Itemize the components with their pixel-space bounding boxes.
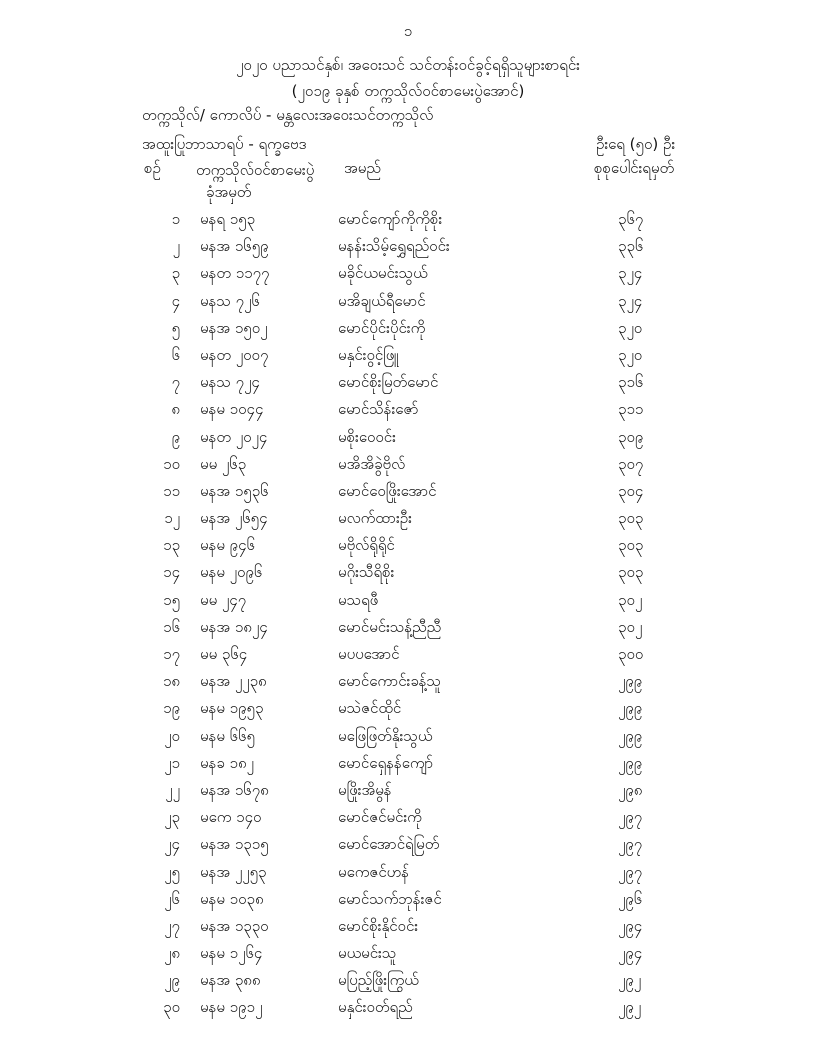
- table-row: [0, 725, 816, 752]
- row-serial: ၁၁: [163, 481, 180, 500]
- table-row: [0, 290, 816, 317]
- row-name: မနှင်းဝွင့်ဖြူ: [338, 345, 399, 364]
- table-row: [0, 969, 816, 996]
- row-serial: ၇: [171, 373, 180, 392]
- row-serial: ၂၅: [164, 862, 180, 881]
- row-roll-number: မမ ၂၄၇: [200, 590, 247, 609]
- table-row: [0, 561, 816, 588]
- row-name: မောင်အောင်ရဲမြတ်: [338, 835, 440, 854]
- row-serial: ၂၇: [164, 916, 180, 935]
- table-row: [0, 779, 816, 806]
- row-roll-number: မနအ ၂၂၃၈: [200, 672, 267, 691]
- document-subtitle: (၂၀၁၉ ခုနှစ် တက္ကသိုလ်ဝင်စာမေးပွဲအောင်): [291, 82, 525, 100]
- row-serial: ၁: [171, 210, 180, 228]
- table-row: [0, 942, 816, 969]
- table-row: [0, 317, 816, 344]
- row-name: မနှင်းဝတ်ရည်: [338, 998, 413, 1017]
- row-name: မောင်ကျော်ကိုကိုစိုး: [338, 210, 443, 228]
- table-row: [0, 262, 816, 289]
- header-roll-number: [196, 159, 314, 203]
- row-name: မပပအောင်: [338, 645, 400, 663]
- header-serial: စဉ်: [144, 159, 161, 177]
- table-row: [0, 371, 816, 398]
- row-serial: ၁၇: [163, 645, 180, 663]
- total-count: ဦးရေ (၅၀) ဦး: [596, 135, 676, 153]
- row-roll-number: မနသ ၇၂၆: [200, 291, 260, 310]
- row-marks: ၃၀၂: [618, 590, 643, 609]
- row-name: မဖြိုးအိမွန်: [338, 780, 392, 799]
- row-roll-number: မနမ ၁၉၁၂: [200, 998, 263, 1017]
- row-roll-number: မနတ ၂၀၀၇: [200, 345, 269, 364]
- row-marks: ၂၉၂: [618, 971, 642, 990]
- row-roll-number: မမ ၂၆၃: [200, 454, 247, 473]
- row-serial: ၁၀: [163, 454, 180, 473]
- row-serial: ၂၄: [164, 835, 180, 854]
- row-marks: ၂၉၄: [618, 916, 643, 935]
- row-name: မောင်ပိုင်းပိုင်းကို: [338, 318, 426, 337]
- row-roll-number: မနတ ၂၀၂၄: [200, 427, 268, 446]
- row-name: မလက်ထားဦး: [338, 509, 412, 528]
- table-row: [0, 643, 816, 670]
- row-marks: ၂၉၂: [618, 998, 642, 1017]
- row-serial: ၂၂: [165, 780, 180, 799]
- row-serial: ၂၃: [164, 808, 180, 827]
- row-marks: ၂၉၄: [618, 944, 643, 963]
- row-serial: ၂၀: [164, 726, 180, 745]
- row-name: မကေဇင်ဟန်: [338, 862, 410, 881]
- header-total-marks: စုစုပေါင်းရမှတ်: [594, 159, 675, 177]
- row-name: မဖြေဖြတ်နိုးသွယ်: [338, 726, 433, 745]
- row-name: မအိအိခွဲဗိုလ်: [338, 454, 406, 473]
- page-number: ၁: [403, 22, 413, 40]
- row-marks: ၃၃၆: [618, 237, 644, 256]
- row-name: မောင်သက်ဘုန်းဇင်: [338, 889, 442, 908]
- row-name: မအိချယ်ရီမောင်: [338, 291, 426, 310]
- table-row: [0, 589, 816, 616]
- row-roll-number: မနအ ၂၆၅၄: [200, 509, 268, 528]
- row-marks: ၂၉၆: [618, 889, 643, 908]
- table-row: [0, 534, 816, 561]
- row-roll-number: မနတ ၁၁၇၇: [200, 264, 270, 283]
- row-roll-number: မနမ ၁၀၃၈: [200, 889, 264, 908]
- row-name: မောင်မင်းသန့်ညီညီ: [338, 617, 442, 636]
- table-row: [0, 915, 816, 942]
- header-roll-line1: တက္ကသိုလ်ဝင်စာမေးပွဲ: [196, 161, 315, 179]
- table-row: [0, 888, 816, 915]
- table-row: [0, 208, 816, 235]
- row-name: မောင်ကောင်းခန့်သူ: [338, 672, 442, 691]
- row-name: မစိုးဝေဝင်း: [338, 427, 396, 446]
- table-row: [0, 235, 816, 262]
- row-serial: ၆: [171, 345, 180, 364]
- row-marks: ၃၂၀: [618, 345, 643, 364]
- row-marks: ၂၉၇: [618, 835, 643, 854]
- row-roll-number: မကေ ၁၄၀: [200, 808, 262, 827]
- row-marks: ၃၀၂: [618, 617, 643, 636]
- table-row: [0, 426, 816, 453]
- row-serial: ၂၆: [164, 889, 180, 908]
- row-roll-number: မနမ ၁၉၅၃: [200, 699, 264, 718]
- university-line: တက္ကသိုလ်/ ကောလိပ် - မန္တလေးအဝေးသင်တက္ကသိုလ်: [142, 106, 434, 124]
- row-marks: ၃၀၉: [618, 427, 644, 446]
- row-marks: ၃၀၇: [618, 454, 644, 473]
- row-name: မောင်ရှေနန်ကျော်: [338, 753, 434, 772]
- table-row: [0, 480, 816, 507]
- row-name: မောင်ဝေဖြိုးအောင်: [338, 481, 437, 500]
- row-roll-number: မနအ ၁၈၂၄: [200, 617, 268, 636]
- row-serial: ၈: [171, 400, 180, 419]
- row-name: မောင်သိန်းဇော်: [338, 400, 419, 419]
- row-marks: ၃၀၄: [618, 481, 644, 500]
- row-marks: ၃၀၃: [618, 563, 644, 582]
- row-marks: ၃၀၃: [618, 536, 644, 555]
- row-marks: ၃၁၆: [618, 373, 644, 392]
- table-row: [0, 861, 816, 888]
- row-roll-number: မနမ ၆၆၅: [200, 726, 255, 745]
- header-name: အမည်: [344, 159, 381, 177]
- table-row: [0, 616, 816, 643]
- row-marks: ၂၉၇: [618, 808, 643, 827]
- row-serial: ၁၂: [164, 509, 180, 528]
- row-marks: ၃၀၀: [618, 645, 644, 663]
- row-roll-number: မနခ ၁၈၂: [200, 753, 254, 772]
- row-marks: ၂၉၉: [618, 699, 643, 718]
- row-roll-number: မနအ ၃၈၈: [200, 971, 261, 990]
- table-row: [0, 398, 816, 425]
- row-serial: ၉: [171, 427, 180, 446]
- row-name: မယမင်းသူ: [338, 944, 397, 963]
- row-marks: ၂၉၉: [618, 753, 643, 772]
- row-marks: ၂၉၉: [618, 672, 643, 691]
- row-serial: ၃: [171, 264, 180, 283]
- table-row: [0, 806, 816, 833]
- table-row: [0, 697, 816, 724]
- row-name: မောင်စိုးမြတ်မောင်: [338, 373, 439, 392]
- row-marks: ၃၂၄: [618, 291, 643, 310]
- row-roll-number: မနသ ၇၂၄: [200, 373, 260, 392]
- row-serial: ၁၈: [162, 672, 180, 691]
- row-name: မသရဖီ: [338, 590, 379, 609]
- row-name: မောင်ဇင်မင်းကို: [338, 808, 422, 827]
- table-row: [0, 344, 816, 371]
- document-title: ၂၀၂၀ ပညာသင်နှစ်၊ အဝေးသင် သင်တန်းဝင်ခွင့်ရရှိသူများစာရင်း: [236, 56, 580, 74]
- row-name: မဗိုလ်ရိုရိုင်: [338, 536, 395, 555]
- row-roll-number: မမ ၃၆၄: [200, 645, 248, 663]
- row-name: မခိုင်ယမင်းသွယ်: [338, 264, 428, 283]
- row-serial: ၂၉: [164, 971, 180, 990]
- table-row: [0, 670, 816, 697]
- results-list: [0, 208, 816, 1024]
- specialization-line: အထူးပြုဘာသာရပ် - ရက္ခဗေဒ: [142, 135, 307, 153]
- row-marks: ၂၉၇: [618, 862, 643, 881]
- row-serial: ၁၅: [163, 590, 180, 609]
- row-roll-number: မနအ ၁၃၁၅: [200, 835, 269, 854]
- row-name: မဂိုးသီရိစိုး: [338, 563, 395, 582]
- table-row: [0, 752, 816, 779]
- row-roll-number: မနရ ၁၅၃: [200, 210, 256, 228]
- row-marks: ၃၂၄: [618, 264, 643, 283]
- row-serial: ၁၉: [163, 699, 180, 718]
- row-roll-number: မနမ ၉၄၆: [200, 536, 255, 555]
- row-roll-number: မနအ ၁၅၀၂: [200, 318, 268, 337]
- row-serial: ၃၀: [163, 998, 180, 1017]
- row-name: မောင်စိုးနိုင်ဝင်း: [338, 916, 419, 935]
- row-marks: ၃၀၃: [618, 509, 644, 528]
- row-serial: ၁၆: [163, 617, 180, 636]
- row-marks: ၂၉၉: [618, 726, 643, 745]
- table-row: [0, 507, 816, 534]
- table-row: [0, 453, 816, 480]
- row-serial: ၄: [171, 291, 180, 310]
- row-name: မသဲဇင်ထိုင်: [338, 699, 402, 718]
- row-roll-number: မနအ ၁၃၃၀: [200, 916, 269, 935]
- row-serial: ၁၃: [163, 536, 180, 555]
- row-name: မနန်းသိမ့်ရွှေရည်ဝင်း: [338, 237, 450, 256]
- row-marks: ၃၁၁: [618, 400, 644, 419]
- row-serial: ၂၈: [164, 944, 180, 963]
- row-roll-number: မနအ ၁၆၇၈: [200, 780, 269, 799]
- row-marks: ၃၂၀: [618, 318, 643, 337]
- table-row: [0, 996, 816, 1023]
- table-row: [0, 833, 816, 860]
- row-roll-number: မနအ ၁၆၅၉: [200, 237, 269, 256]
- row-serial: ၂: [172, 237, 180, 256]
- row-roll-number: မနအ ၁၅၃၆: [200, 481, 269, 500]
- row-serial: ၁၄: [163, 563, 180, 582]
- row-roll-number: မနမ ၂၀၉၆: [200, 563, 263, 582]
- row-serial: ၅: [171, 318, 180, 337]
- header-roll-line2: ခုံအမှတ်: [206, 183, 252, 201]
- row-roll-number: မနမ ၁၀၄၄: [200, 400, 264, 419]
- row-marks: ၂၉၈: [618, 780, 643, 799]
- row-marks: ၃၆၇: [618, 210, 644, 228]
- row-roll-number: မနအ ၂၂၅၃: [200, 862, 267, 881]
- row-roll-number: မနမ ၁၂၆၄: [200, 944, 263, 963]
- row-serial: ၂၁: [164, 753, 180, 772]
- row-name: မပြည့်ဖြိုးကြွယ်: [338, 971, 419, 990]
